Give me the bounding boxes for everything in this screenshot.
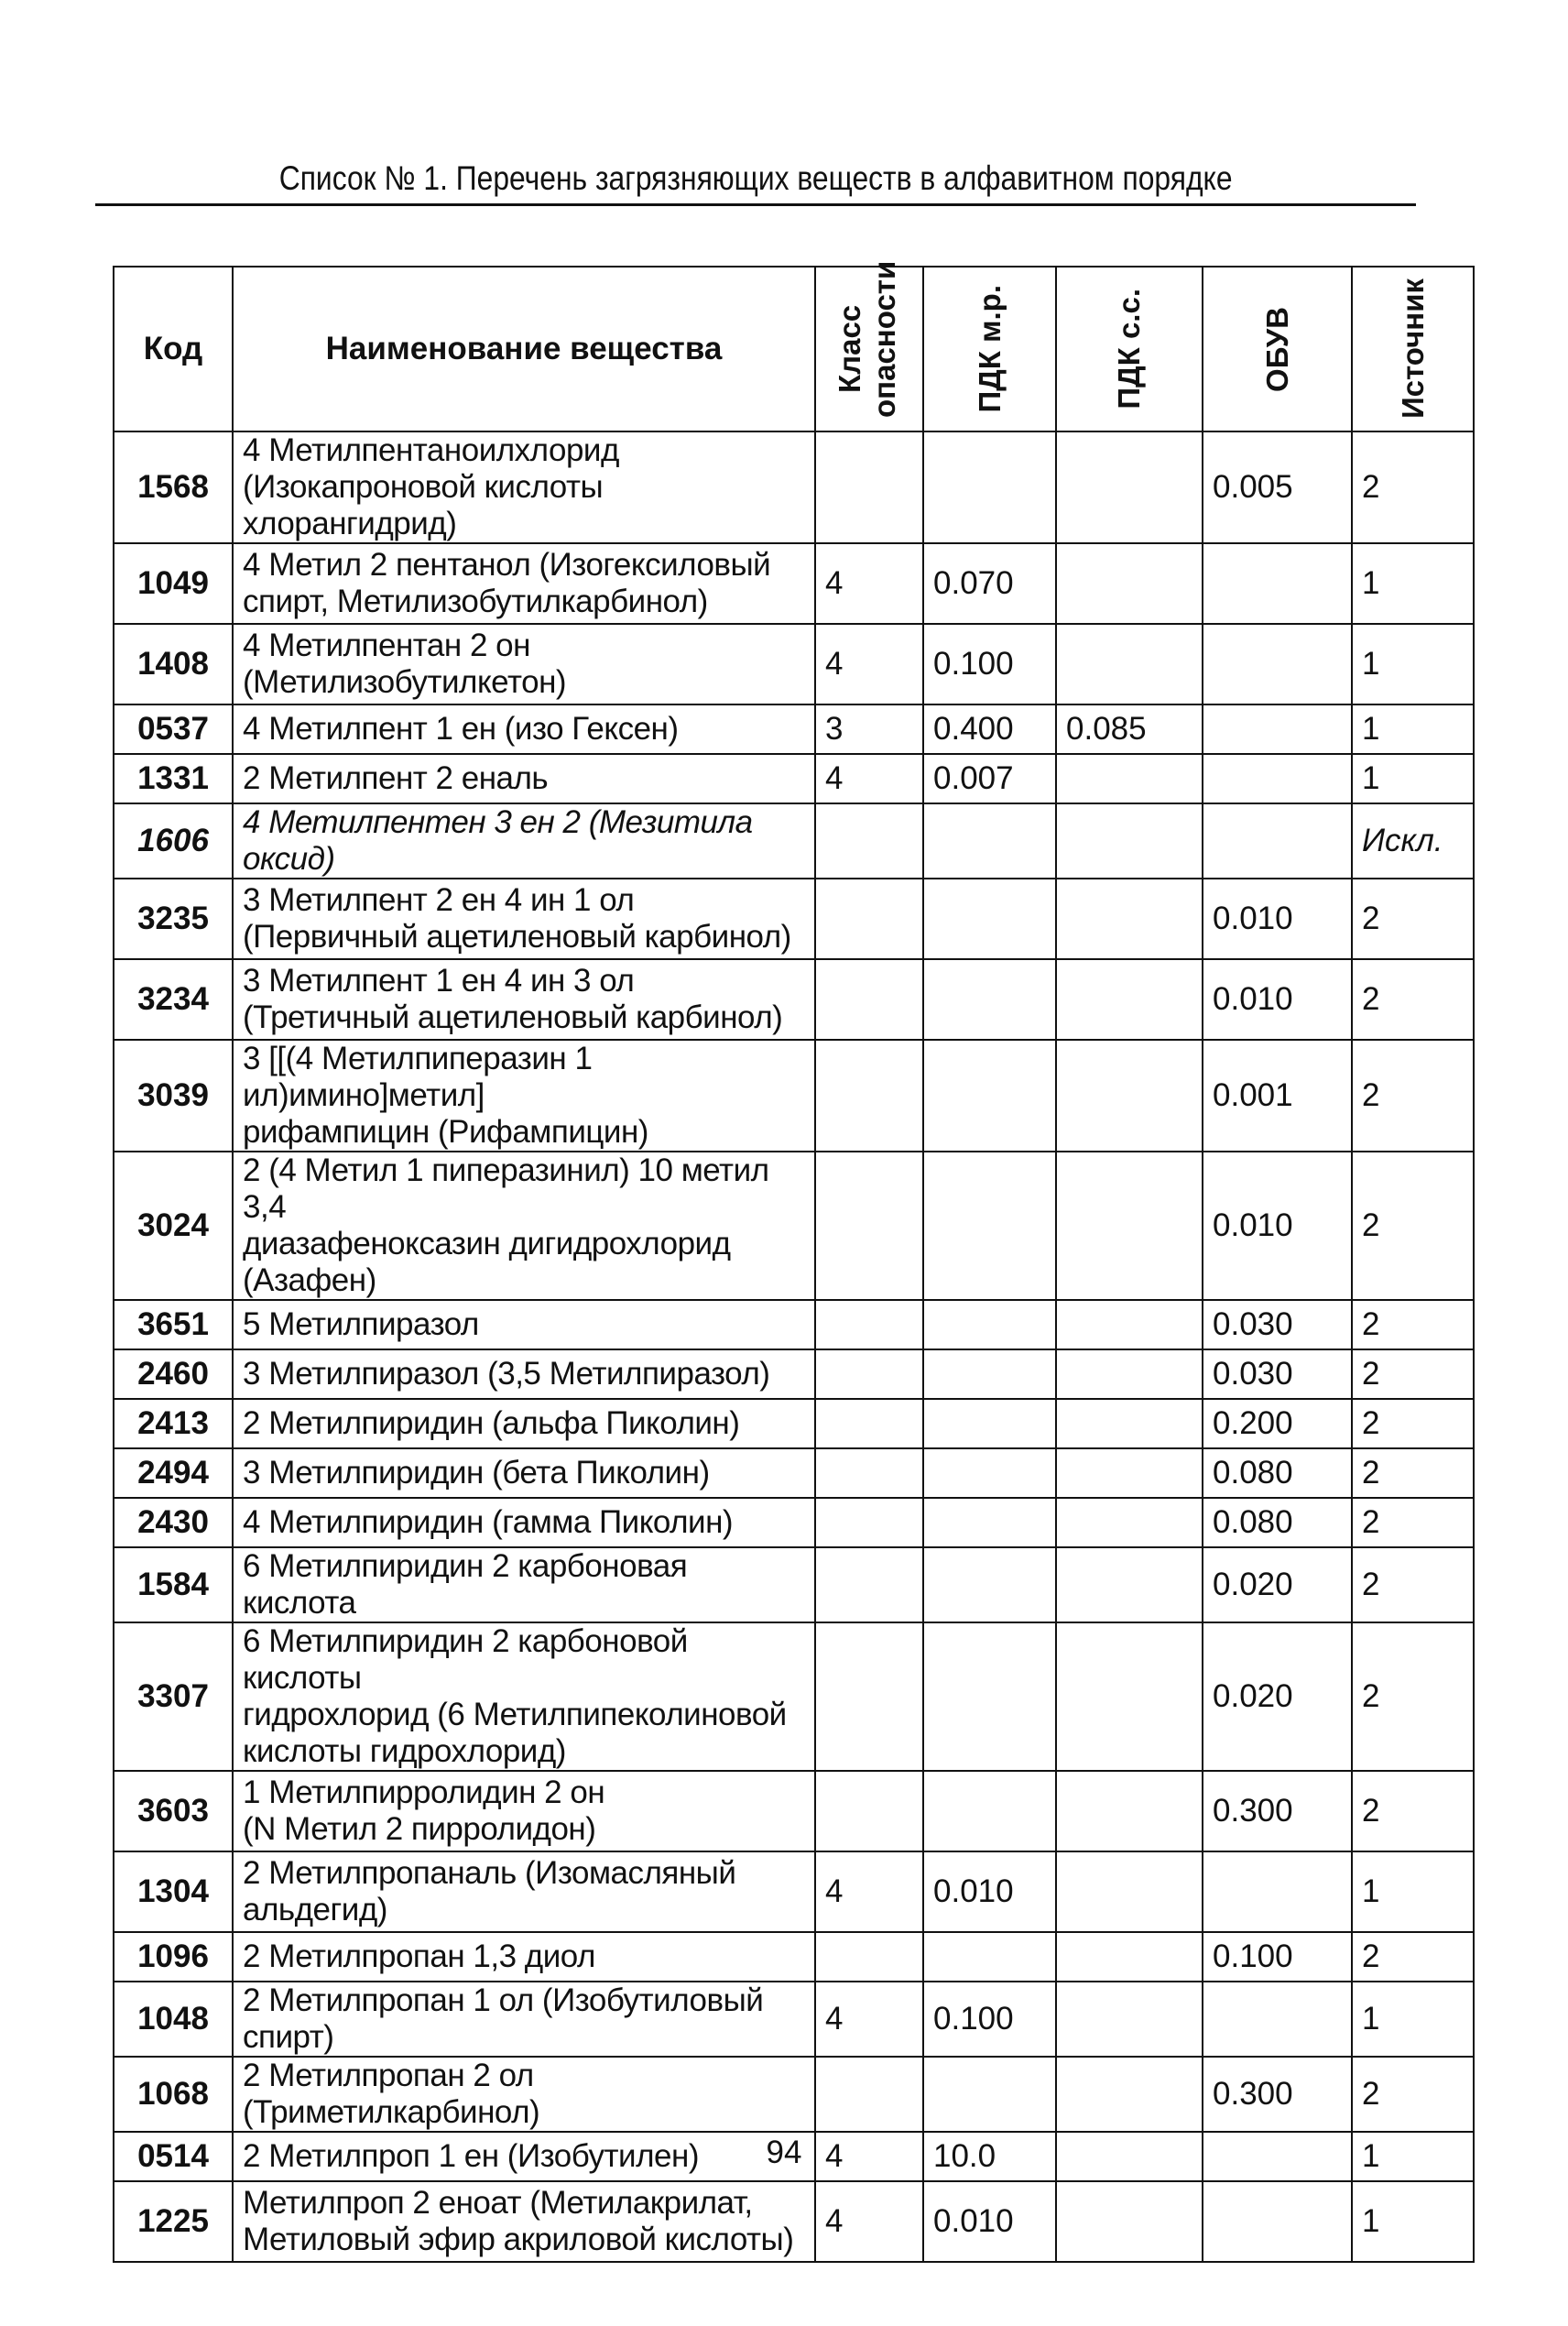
table-row: [114, 624, 1474, 704]
cell-pdk-ss: [1056, 959, 1203, 1040]
cell-source: 2: [1352, 1300, 1474, 1349]
cell-pdk-ss: [1056, 879, 1203, 959]
cell-pdk-ss: [1056, 1040, 1203, 1152]
table-row: [114, 1851, 1474, 1932]
cell-class: [815, 1771, 923, 1851]
cell-name-line: спирт, Метилизобутилкарбинол): [243, 584, 708, 619]
cell-source: 2: [1352, 959, 1474, 1040]
cell-code: 2413: [114, 1399, 233, 1448]
cell-source: 2: [1352, 1152, 1474, 1300]
cell-name-line: 5 Метилпиразол: [243, 1306, 479, 1342]
header-title: Список № 1. Перечень загрязняющих веществ в алфавитном порядке: [278, 159, 1233, 197]
cell-source: 1: [1352, 704, 1474, 754]
col-header-source: [1352, 267, 1474, 431]
cell-name: [233, 1932, 815, 1982]
cell-code: 2494: [114, 1448, 233, 1498]
cell-code: 2460: [114, 1349, 233, 1399]
cell-obuv: 0.020: [1203, 1622, 1352, 1771]
cell-pdk-mr: [923, 1547, 1056, 1622]
cell-source: 2: [1352, 1040, 1474, 1152]
cell-name: [233, 1152, 815, 1300]
cell-code: 3024: [114, 1152, 233, 1300]
cell-class: 4: [815, 754, 923, 803]
cell-obuv: [1203, 704, 1352, 754]
cell-name-line: 3 [[(4 Метилпиперазин 1 ил)имино]метил]: [243, 1041, 593, 1113]
table-row: [114, 2057, 1474, 2132]
cell-name: [233, 1982, 815, 2057]
cell-pdk-mr: 0.400: [923, 704, 1056, 754]
cell-pdk-ss: [1056, 2057, 1203, 2132]
cell-pdk-ss: [1056, 1547, 1203, 1622]
cell-obuv: 0.010: [1203, 1152, 1352, 1300]
cell-name-line: 2 Метилпропан 1,3 диол: [243, 1938, 595, 1974]
cell-pdk-mr: [923, 803, 1056, 879]
cell-pdk-ss: [1056, 1152, 1203, 1300]
cell-source: 1: [1352, 2132, 1474, 2181]
cell-name: [233, 704, 815, 754]
cell-pdk-mr: 0.100: [923, 624, 1056, 704]
cell-obuv: 0.080: [1203, 1448, 1352, 1498]
cell-code: 1568: [114, 431, 233, 543]
table-row: [114, 1982, 1474, 2057]
cell-pdk-ss: [1056, 1771, 1203, 1851]
cell-obuv: 0.030: [1203, 1349, 1352, 1399]
cell-name-line: Метилпроп 2 еноат (Метилакрилат,: [243, 2185, 753, 2221]
cell-name-line: рифампицин (Рифампицин): [243, 1114, 648, 1150]
cell-class: 4: [815, 1982, 923, 2057]
cell-name-line: (N Метил 2 пирролидон): [243, 1811, 596, 1847]
table-row: [114, 2181, 1474, 2262]
cell-source: 2: [1352, 879, 1474, 959]
cell-name-line: 6 Метилпиридин 2 карбоновая кислота: [243, 1548, 688, 1621]
cell-source: Искл.: [1352, 803, 1474, 879]
cell-name: [233, 803, 815, 879]
cell-obuv: [1203, 1851, 1352, 1932]
cell-obuv: [1203, 754, 1352, 803]
cell-pdk-ss: [1056, 543, 1203, 624]
col-header-pdk-mr-text: ПДК м.р.: [972, 285, 1007, 413]
col-header-pdk-ss-text: ПДК с.с.: [1112, 289, 1146, 410]
cell-name-line: альдегид): [243, 1892, 387, 1927]
cell-pdk-ss: [1056, 1300, 1203, 1349]
cell-obuv: [1203, 543, 1352, 624]
table-row: [114, 754, 1474, 803]
col-header-pdk-mr: [923, 267, 1056, 431]
cell-source: 1: [1352, 754, 1474, 803]
cell-obuv: 0.005: [1203, 431, 1352, 543]
cell-name: [233, 1498, 815, 1547]
cell-code: 3603: [114, 1771, 233, 1851]
cell-name-line: 4 Метилпентаноилхлорид: [243, 432, 619, 468]
cell-source: 2: [1352, 1399, 1474, 1448]
cell-code: 1225: [114, 2181, 233, 2262]
page-header: [95, 154, 1416, 206]
table-row: [114, 1547, 1474, 1622]
cell-source: 2: [1352, 1771, 1474, 1851]
cell-source: 1: [1352, 1982, 1474, 2057]
cell-name: [233, 1851, 815, 1932]
cell-class: [815, 1622, 923, 1771]
cell-name-line: 4 Метилпент 1 ен (изо Гексен): [243, 711, 679, 747]
cell-class: [815, 803, 923, 879]
table-row: [114, 431, 1474, 543]
cell-pdk-mr: 10.0: [923, 2132, 1056, 2181]
cell-obuv: [1203, 624, 1352, 704]
cell-name-line: диазафеноксазин дигидрохлорид (Азафен): [243, 1226, 731, 1298]
cell-name: [233, 754, 815, 803]
cell-pdk-ss: [1056, 1851, 1203, 1932]
table-header-row: [114, 267, 1474, 431]
cell-class: [815, 2057, 923, 2132]
cell-name: [233, 624, 815, 704]
cell-pdk-mr: [923, 959, 1056, 1040]
cell-class: 4: [815, 624, 923, 704]
cell-pdk-mr: [923, 1622, 1056, 1771]
cell-obuv: 0.100: [1203, 1932, 1352, 1982]
cell-name: [233, 1771, 815, 1851]
cell-code: 1049: [114, 543, 233, 624]
cell-source: 1: [1352, 2181, 1474, 2262]
cell-class: [815, 1448, 923, 1498]
col-header-class-text: Класс опасности: [833, 260, 901, 418]
cell-pdk-ss: [1056, 1982, 1203, 2057]
cell-pdk-ss: [1056, 1932, 1203, 1982]
cell-class: 4: [815, 543, 923, 624]
cell-obuv: 0.010: [1203, 959, 1352, 1040]
cell-pdk-mr: 0.070: [923, 543, 1056, 624]
cell-name-line: (Третичный ацетиленовый карбинол): [243, 999, 783, 1035]
cell-name-line: гидрохлорид (6 Метилпипеколиновой: [243, 1697, 787, 1732]
cell-pdk-mr: [923, 1399, 1056, 1448]
table-row: [114, 543, 1474, 624]
cell-code: 3234: [114, 959, 233, 1040]
cell-name: [233, 1622, 815, 1771]
cell-pdk-mr: [923, 431, 1056, 543]
cell-class: 4: [815, 2132, 923, 2181]
cell-code: 0514: [114, 2132, 233, 2181]
cell-pdk-mr: [923, 1300, 1056, 1349]
table-row: [114, 704, 1474, 754]
col-header-class: [815, 260, 923, 431]
table-row: [114, 1399, 1474, 1448]
table-row: [114, 1498, 1474, 1547]
cell-name: [233, 1300, 815, 1349]
cell-code: 1584: [114, 1547, 233, 1622]
cell-name: [233, 1349, 815, 1399]
cell-pdk-mr: [923, 1040, 1056, 1152]
cell-code: 3651: [114, 1300, 233, 1349]
cell-source: 2: [1352, 1622, 1474, 1771]
cell-obuv: 0.020: [1203, 1547, 1352, 1622]
cell-pdk-ss: [1056, 2181, 1203, 2262]
table-row: [114, 959, 1474, 1040]
cell-name-line: (Изокапроновой кислоты хлорангидрид): [243, 469, 604, 541]
cell-name-line: 4 Метилпиридин (гамма Пиколин): [243, 1504, 734, 1540]
cell-name-line: 2 Метилпиридин (альфа Пиколин): [243, 1405, 740, 1441]
cell-name-line: (Первичный ацетиленовый карбинол): [243, 919, 791, 955]
cell-class: [815, 879, 923, 959]
cell-source: 2: [1352, 1547, 1474, 1622]
cell-class: 4: [815, 1851, 923, 1932]
cell-source: 2: [1352, 1498, 1474, 1547]
cell-name-line: 3 Метилпент 1 ен 4 ин 3 ол: [243, 963, 635, 999]
col-header-pdk-ss: [1056, 267, 1203, 431]
cell-pdk-ss: [1056, 754, 1203, 803]
cell-obuv: [1203, 2181, 1352, 2262]
col-header-obuv: [1203, 267, 1352, 431]
cell-pdk-mr: [923, 1771, 1056, 1851]
cell-obuv: 0.030: [1203, 1300, 1352, 1349]
cell-pdk-mr: [923, 1932, 1056, 1982]
cell-class: [815, 1349, 923, 1399]
cell-source: 2: [1352, 431, 1474, 543]
cell-class: [815, 1300, 923, 1349]
cell-code: 1048: [114, 1982, 233, 2057]
cell-name-line: 4 Метил 2 пентанол (Изогексиловый: [243, 547, 771, 583]
cell-pdk-ss: [1056, 1349, 1203, 1399]
cell-name-line: 2 (4 Метил 1 пиперазинил) 10 метил 3,4: [243, 1152, 769, 1225]
page-number: 94: [766, 2135, 802, 2170]
cell-obuv: 0.080: [1203, 1498, 1352, 1547]
cell-pdk-mr: [923, 879, 1056, 959]
cell-pdk-mr: 0.010: [923, 2181, 1056, 2262]
cell-name: [233, 2057, 815, 2132]
cell-class: [815, 1040, 923, 1152]
cell-class: [815, 1498, 923, 1547]
cell-name-line: Метиловый эфир акриловой кислоты): [243, 2222, 794, 2257]
cell-pdk-mr: [923, 1349, 1056, 1399]
cell-name: [233, 543, 815, 624]
cell-name: [233, 1040, 815, 1152]
col-header-obuv-text: ОБУВ: [1259, 306, 1294, 392]
cell-pdk-mr: [923, 1498, 1056, 1547]
cell-class: 3: [815, 704, 923, 754]
cell-source: 1: [1352, 1851, 1474, 1932]
cell-pdk-ss: 0.085: [1056, 704, 1203, 754]
table-row: [114, 1448, 1474, 1498]
table-row: [114, 1300, 1474, 1349]
table-row: [114, 803, 1474, 879]
cell-source: 1: [1352, 624, 1474, 704]
cell-name-line: 2 Метилпропан 1 ол (Изобутиловый спирт): [243, 1982, 764, 2055]
cell-source: 1: [1352, 543, 1474, 624]
cell-pdk-ss: [1056, 624, 1203, 704]
cell-code: 1408: [114, 624, 233, 704]
cell-obuv: [1203, 803, 1352, 879]
cell-obuv: 0.010: [1203, 879, 1352, 959]
cell-pdk-mr: [923, 1152, 1056, 1300]
cell-pdk-mr: 0.007: [923, 754, 1056, 803]
cell-code: 3235: [114, 879, 233, 959]
cell-pdk-ss: [1056, 1448, 1203, 1498]
cell-code: 1304: [114, 1851, 233, 1932]
cell-pdk-ss: [1056, 431, 1203, 543]
cell-obuv: 0.300: [1203, 1771, 1352, 1851]
cell-pdk-mr: [923, 1448, 1056, 1498]
cell-class: 4: [815, 2181, 923, 2262]
cell-name-line: 2 Метилпропаналь (Изомасляный: [243, 1855, 736, 1891]
cell-pdk-mr: 0.010: [923, 1851, 1056, 1932]
cell-code: 3307: [114, 1622, 233, 1771]
cell-source: 2: [1352, 2057, 1474, 2132]
cell-class: [815, 1932, 923, 1982]
cell-name: [233, 1399, 815, 1448]
cell-obuv: 0.200: [1203, 1399, 1352, 1448]
table-row: [114, 1622, 1474, 1771]
cell-code: 1068: [114, 2057, 233, 2132]
cell-name: [233, 1448, 815, 1498]
col-header-source-text: Источник: [1395, 278, 1430, 420]
cell-code: 1331: [114, 754, 233, 803]
cell-obuv: 0.300: [1203, 2057, 1352, 2132]
cell-class: [815, 431, 923, 543]
col-header-name: Наименование вещества: [233, 267, 815, 431]
cell-pdk-mr: [923, 2057, 1056, 2132]
table-row: [114, 1152, 1474, 1300]
table-row: [114, 1771, 1474, 1851]
table-row: [114, 1932, 1474, 1982]
cell-class: [815, 1152, 923, 1300]
cell-code: 0537: [114, 704, 233, 754]
table-row: [114, 879, 1474, 959]
cell-name-line: 3 Метилпент 2 ен 4 ин 1 ол: [243, 882, 635, 918]
cell-name-line: 3 Метилпиридин (бета Пиколин): [243, 1455, 710, 1491]
cell-name: [233, 959, 815, 1040]
cell-name-line: 2 Метилпропан 2 ол (Триметилкарбинол): [243, 2058, 540, 2130]
cell-obuv: [1203, 1982, 1352, 2057]
cell-name-line: 3 Метилпиразол (3,5 Метилпиразол): [243, 1356, 770, 1392]
cell-name-line: 1 Метилпирролидин 2 он: [243, 1775, 605, 1810]
cell-code: 2430: [114, 1498, 233, 1547]
cell-code: 1096: [114, 1932, 233, 1982]
cell-name-line: кислоты гидрохлорид): [243, 1733, 566, 1769]
table-row: [114, 1040, 1474, 1152]
cell-code: 1606: [114, 803, 233, 879]
cell-class: [815, 1399, 923, 1448]
cell-pdk-ss: [1056, 1498, 1203, 1547]
cell-pdk-ss: [1056, 1622, 1203, 1771]
cell-name-line: (Метилизобутилкетон): [243, 664, 567, 700]
cell-name: [233, 1547, 815, 1622]
cell-source: 2: [1352, 1932, 1474, 1982]
cell-name: [233, 431, 815, 543]
col-header-code: Код: [114, 267, 233, 431]
cell-name-line: 4 Метилпентан 2 он: [243, 628, 530, 663]
cell-source: 2: [1352, 1448, 1474, 1498]
cell-obuv: 0.001: [1203, 1040, 1352, 1152]
cell-pdk-mr: 0.100: [923, 1982, 1056, 2057]
substances-table: [113, 260, 1475, 2263]
cell-name-line: 4 Метилпентен 3 ен 2 (Мезитила оксид): [243, 804, 753, 877]
cell-pdk-ss: [1056, 1399, 1203, 1448]
cell-name-line: 2 Метилпент 2 еналь: [243, 760, 549, 796]
cell-name-line: 2 Метилпроп 1 ен (Изобутилен): [243, 2138, 699, 2174]
cell-pdk-ss: [1056, 803, 1203, 879]
cell-source: 2: [1352, 1349, 1474, 1399]
table-body: [114, 431, 1474, 2262]
table-row: [114, 1349, 1474, 1399]
cell-code: 3039: [114, 1040, 233, 1152]
cell-class: [815, 1547, 923, 1622]
cell-name-line: 6 Метилпиридин 2 карбоновой кислоты: [243, 1623, 688, 1696]
cell-class: [815, 959, 923, 1040]
cell-name: [233, 879, 815, 959]
cell-name: [233, 2181, 815, 2262]
